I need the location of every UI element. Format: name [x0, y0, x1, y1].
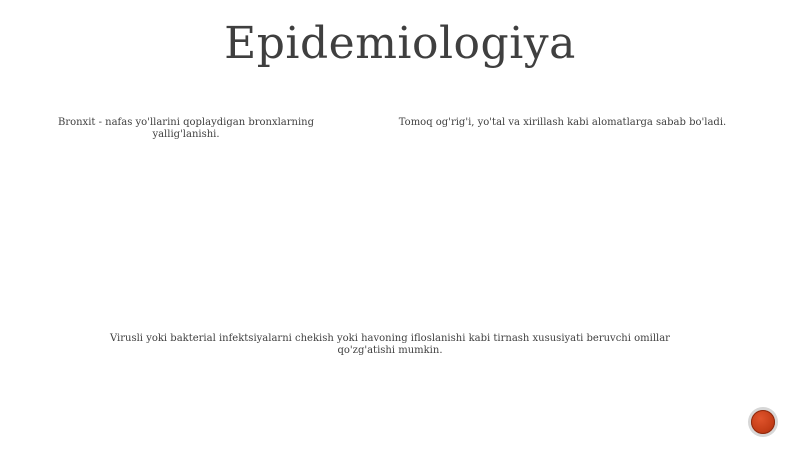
next-slide-button[interactable]: [748, 407, 778, 437]
right-text-block: Tomoq og'rig'i, yo'tal va xirillash kabi alomatlarga sabab bo'ladi.: [398, 117, 727, 128]
bottom-text-block: Virusli yoki bakterial infektsiyalarni chekish yoki havoning ifloslanishi kabi tirnash xususiyati beruvchi omillar qo'zg'atishi mumkin.: [110, 333, 670, 356]
left-text-block: Bronxit - nafas yo'llarini qoplaydigan bronxlarning yallig'lanishi.: [57, 117, 315, 140]
circle-nav-icon: [751, 410, 775, 434]
slide-title: Epidemiologiya: [224, 18, 576, 69]
